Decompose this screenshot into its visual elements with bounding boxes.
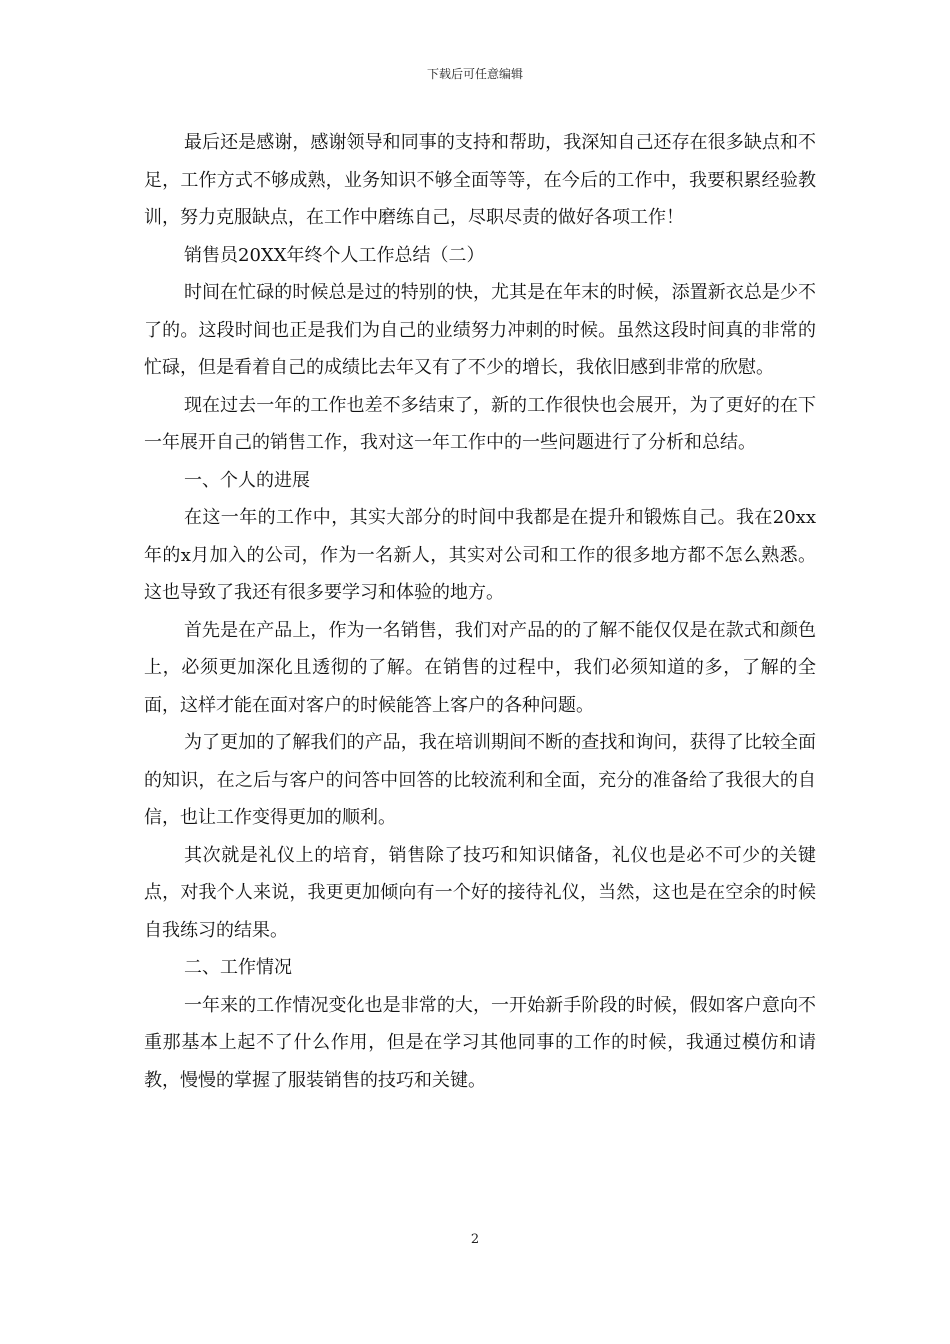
document-body (144, 124, 816, 1099)
section-title: 销售员20XX年终个人工作总结（二） (184, 244, 485, 266)
page-header: 下载后可任意编辑 (426, 67, 523, 81)
heading-personal-progress: 一、个人的进展 (184, 469, 310, 491)
paragraph-closing-thanks: 最后还是感谢，感谢领导和同事的支持和帮助，我深知自己还存在很多缺点和不足，工作方式不够成熟，业务知识不够全面等等，在今后的工作中，我要积累经验教训，努力克服缺点，在工作中磨练自己，尽职尽责的做好各项工作！ (144, 132, 816, 228)
paragraph-work-changes: 一年来的工作情况变化也是非常的大，一开始新手阶段的时候，假如客户意向不重那基本上起不了什么作用，但是在学习其他同事的工作的时候，我通过模仿和请教，慢慢的掌握了服装销售的技巧和关键。 (144, 994, 816, 1091)
heading-work-situation: 二、工作情况 (184, 957, 292, 978)
page-number: 2 (470, 1232, 480, 1247)
paragraph-intro: 时间在忙碌的时候总是过的特别的快，尤其是在年末的时候，添置新衣总是少不了的。这段时间也正是我们为自己的业绩努力冲刺的时候。虽然这段时间真的非常的忙碌，但是看着自己的成绩比去年又有了不少的增长，我依旧感到非常的欣慰。 (144, 282, 816, 378)
paragraph-product-knowledge: 首先是在产品上，作为一名销售，我们对产品的的了解不能仅仅是在款式和颜色上，必须更加深化且透彻的了解。在销售的过程中，我们必须知道的多，了解的全面，这样才能在面对客户的时候能答上客户的各种问题。 (144, 619, 816, 716)
paragraph-training: 为了更加的了解我们的产品，我在培训期间不断的查找和询问，获得了比较全面的知识，在之后与客户的问答中回答的比较流利和全面，充分的准备给了我很大的自信，也让工作变得更加的顺利。 (144, 732, 816, 828)
paragraph-summary-purpose: 现在过去一年的工作也差不多结束了，新的工作很快也会展开，为了更好的在下一年展开自己的销售工作，我对这一年工作中的一些问题进行了分析和总结。 (144, 394, 816, 453)
paragraph-etiquette: 其次就是礼仪上的培育，销售除了技巧和知识储备，礼仪也是必不可少的关键点，对我个人来说，我更更加倾向有一个好的接待礼仪，当然，这也是在空余的时候自我练习的结果。 (144, 844, 816, 941)
paragraph-self-improvement: 在这一年的工作中，其实大部分的时间中我都是在提升和锻炼自己。我在20xx年的x月加入的公司，作为一名新人，其实对公司和工作的很多地方都不怎么熟悉。这也导致了我还有很多要学习和体验的地方。 (144, 507, 816, 603)
